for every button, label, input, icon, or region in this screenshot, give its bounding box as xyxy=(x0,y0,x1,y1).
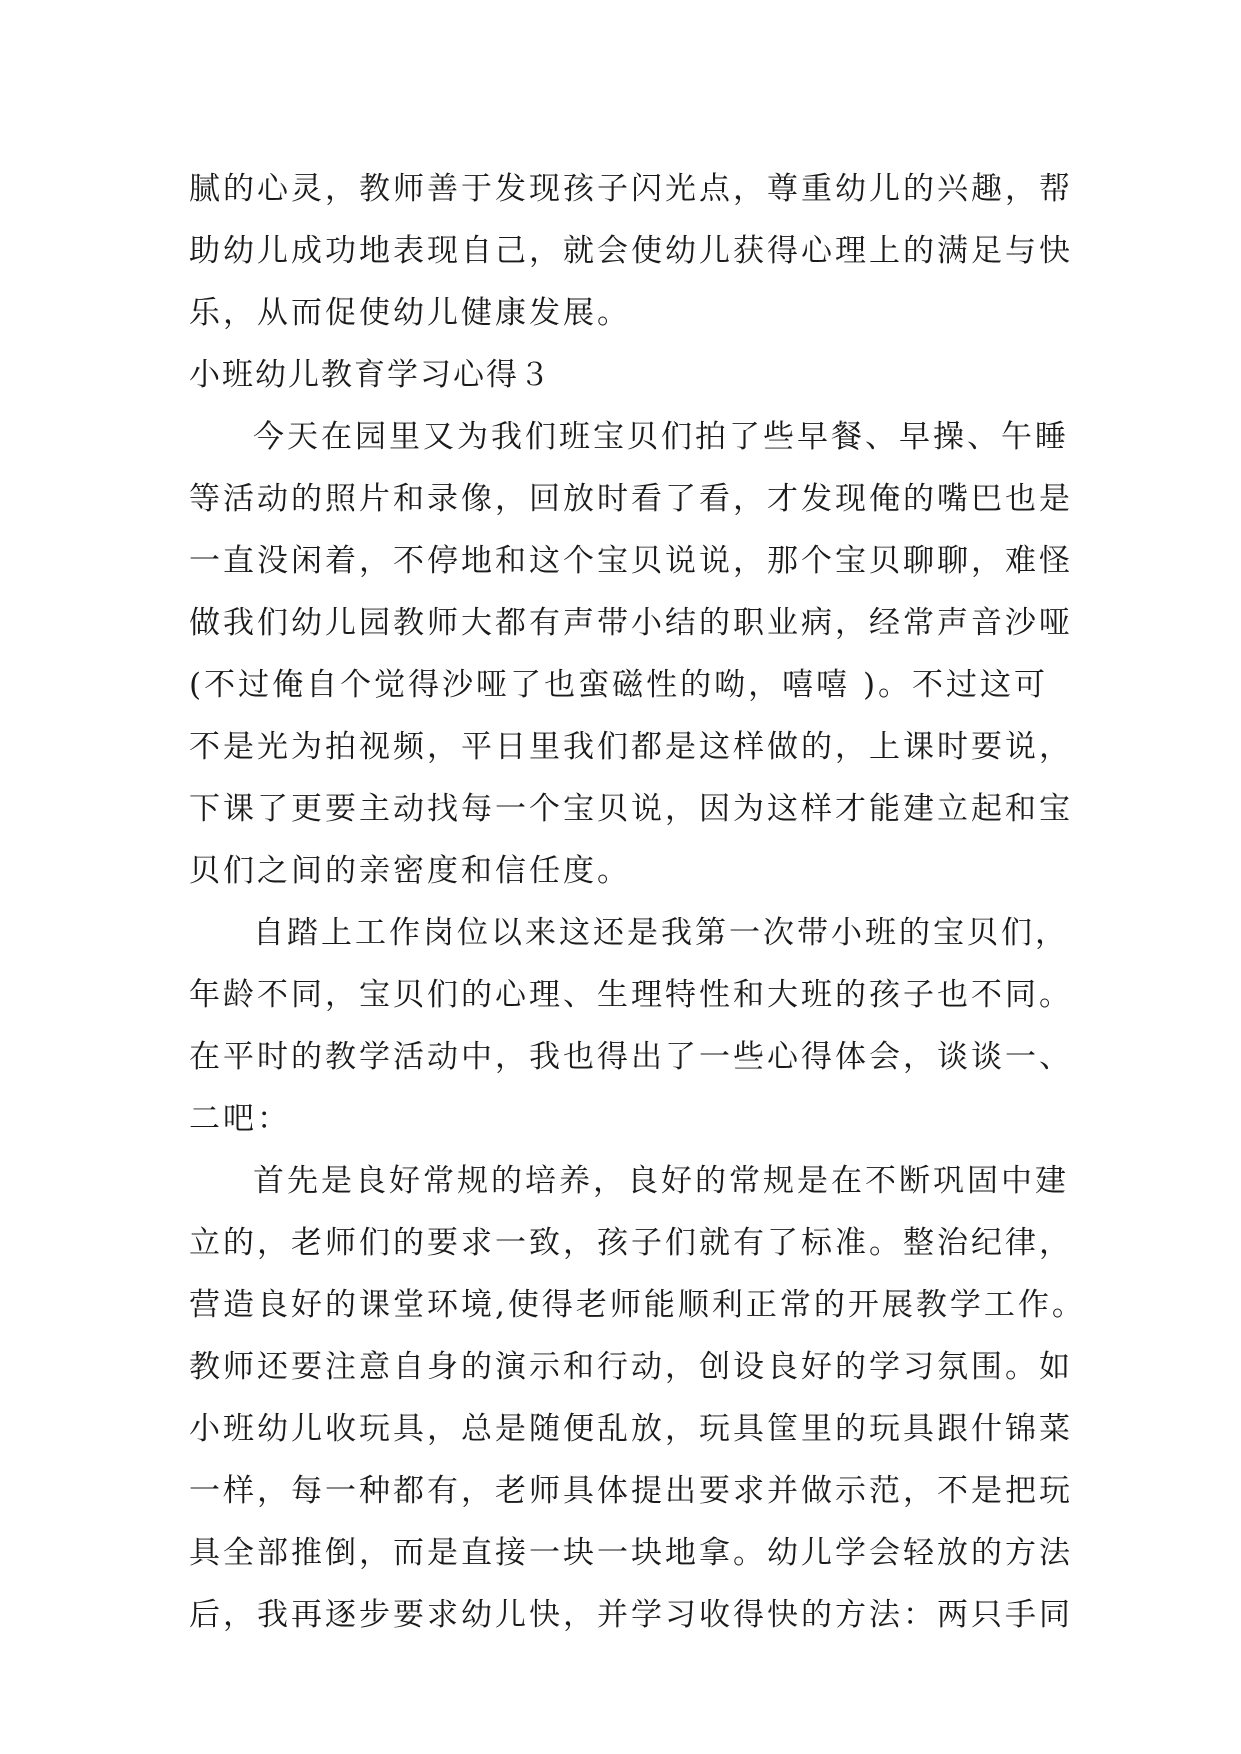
text-line: 首先是良好常规的培养，良好的常规是在不断巩固中建 xyxy=(253,1163,1069,1199)
text-line: (不过俺自个觉得沙哑了也蛮磁性的呦，嘻嘻 )。不过这可 xyxy=(189,667,1049,703)
text-line: 小班幼儿收玩具，总是随便乱放，玩具筐里的玩具跟什锦菜 xyxy=(189,1411,1073,1447)
paragraph-1 xyxy=(189,406,1073,902)
text-line: 后，我再逐步要求幼儿快，并学习收得快的方法：两只手同 xyxy=(189,1597,1073,1633)
text-line: 做我们幼儿园教师大都有声带小结的职业病，经常声音沙哑 xyxy=(189,605,1073,641)
continuation-paragraph xyxy=(189,158,1073,344)
paragraph-2 xyxy=(189,902,1073,1150)
text-line: 今天在园里又为我们班宝贝们拍了些早餐、早操、午睡 xyxy=(253,419,1069,455)
text-line: 助幼儿成功地表现自己，就会使幼儿获得心理上的满足与快 xyxy=(189,233,1073,269)
text-line: 二吧： xyxy=(189,1101,291,1137)
text-line: 贝们之间的亲密度和信任度。 xyxy=(189,853,631,889)
text-line: 一直没闲着，不停地和这个宝贝说说，那个宝贝聊聊，难怪 xyxy=(189,543,1073,579)
text-line: 自踏上工作岗位以来这还是我第一次带小班的宝贝们， xyxy=(253,915,1069,951)
paragraph-3 xyxy=(189,1150,1086,1646)
text-line: 不是光为拍视频，平日里我们都是这样做的，上课时要说， xyxy=(189,729,1073,765)
text-line: 等活动的照片和录像，回放时看了看，才发现俺的嘴巴也是 xyxy=(189,481,1073,517)
text-line: 具全部推倒，而是直接一块一块地拿。幼儿学会轻放的方法 xyxy=(189,1535,1073,1571)
text-line: 腻的心灵，教师善于发现孩子闪光点，尊重幼儿的兴趣，帮 xyxy=(189,171,1073,207)
text-line: 立的，老师们的要求一致，孩子们就有了标准。整治纪律， xyxy=(189,1225,1073,1261)
text-line: 在平时的教学活动中，我也得出了一些心得体会，谈谈一、 xyxy=(189,1039,1073,1075)
text-line: 一样，每一种都有，老师具体提出要求并做示范，不是把玩 xyxy=(189,1473,1073,1509)
document-body xyxy=(189,158,1086,1646)
text-line: 下课了更要主动找每一个宝贝说，因为这样才能建立起和宝 xyxy=(189,791,1073,827)
section-heading: 小班幼儿教育学习心得３ xyxy=(189,357,552,393)
text-line: 教师还要注意自身的演示和行动，创设良好的学习氛围。如 xyxy=(189,1349,1073,1385)
text-line: 营造良好的课堂环境,使得老师能顺利正常的开展教学工作。 xyxy=(189,1287,1086,1323)
text-line: 年龄不同，宝贝们的心理、生理特性和大班的孩子也不同。 xyxy=(189,977,1073,1013)
text-line: 乐，从而促使幼儿健康发展。 xyxy=(189,295,631,331)
